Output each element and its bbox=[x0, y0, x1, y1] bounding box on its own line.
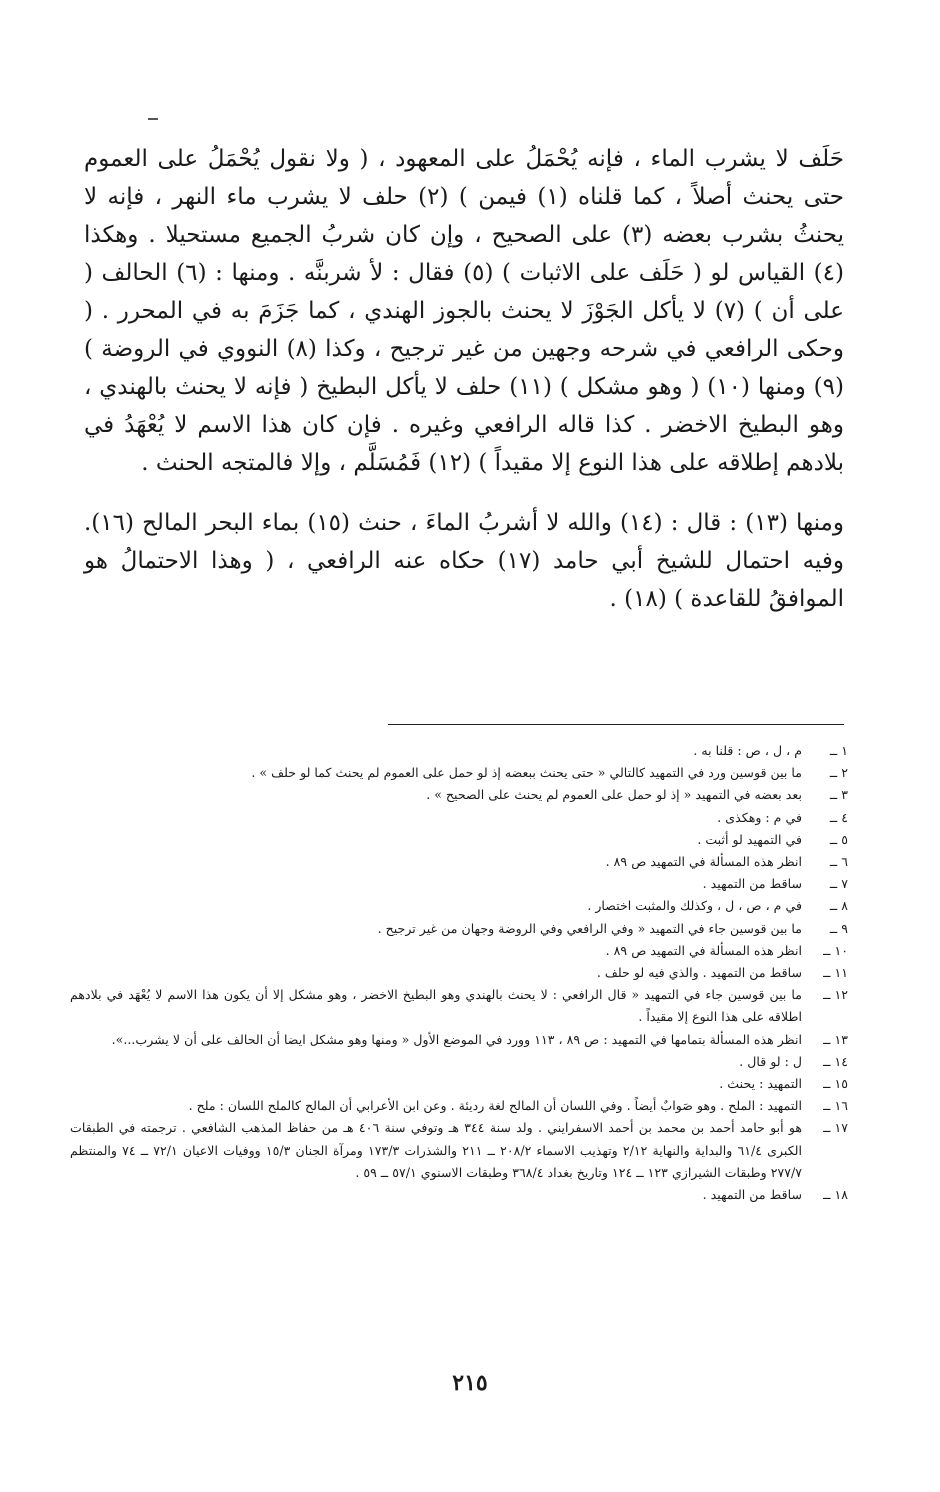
footnote-number: ١٢ ــ bbox=[823, 987, 848, 1003]
footnote-number: ١ ــ bbox=[829, 743, 848, 758]
footnote-text: انظر هذه المسألة في التمهيد ص ٨٩ . bbox=[605, 942, 802, 958]
footnote-text: في م : وهكذى . bbox=[717, 809, 802, 825]
footnote bbox=[70, 740, 848, 762]
footnote-number: ١٨ ــ bbox=[823, 1187, 848, 1203]
footnote bbox=[70, 873, 848, 895]
page-number: ٢١٥ bbox=[452, 1370, 488, 1396]
scan-mark bbox=[148, 118, 158, 120]
footnote-text: ما بين قوسين جاء في التمهيد « قال الرافعي : لا يحنث بالهندي وهو البطيخ الاخضر ، وهو مشكل إلا أن يكون هذا الاسم لا يُعْهَد في بلادهم اطلاقه على هذا النوع إلا مقيداً . bbox=[70, 987, 802, 1025]
footnote-text: بعد بعضه في التمهيد « إذ لو حمل على العموم لم يحنث على الصحيح » . bbox=[426, 787, 802, 803]
footnote bbox=[70, 851, 848, 873]
footnote bbox=[70, 829, 848, 851]
footnote-text: في م ، ص ، ل ، وكذلك والمثبت اختصار . bbox=[587, 898, 802, 914]
footnote-divider bbox=[388, 724, 844, 725]
main-paragraph-1: حَلَف لا يشرب الماء ، فإنه يُحْمَلُ على المعهود ، ( ولا نقول يُحْمَلُ على العموم حتى يحنث أصلاً ، كما قلناه (١) فيمن ) (٢) حلف لا يشرب ماء النهر ، فإنه لا يحنثُ بشرب بعضه (٣) على الصحيح ، وإن كان شربُ الجميع مستحيلا . وهكذا (٤) القياس لو ( حَلَف على الاثبات ) (٥) فقال : لأ شربنَّه . ومنها : (٦) الحالف ( على أن ) (٧) لا يأكل الجَوْزَ لا يحنث بالجوز الهندي ، كما جَزَمَ به في المحرر . ( وحكى الرافعي في شرحه وجهين من غير ترجيح ، وكذا (٨) النووي في الروضة ) (٩) ومنها (١٠) ( وهو مشكل ) (١١) حلف لا يأكل البطيخ ( فإنه لا يحنث بالهندي ، وهو البطيخ الاخضر . كذا قاله الرافعي وغيره . فإن كان هذا الاسم لا يُعْهَدُ في بلادهم إطلاقه على هذا النوع إلا مقيداً ) (١٢) فَمُسَلَّم ، وإلا فالمتجه الحنث . bbox=[84, 146, 845, 476]
footnotes bbox=[70, 740, 848, 1206]
main-text bbox=[84, 140, 844, 618]
footnote-number: ١٧ ــ bbox=[823, 1120, 848, 1136]
main-paragraph-2: ومنها (١٣) : قال : (١٤) والله لا أشربُ الماءَ ، حنث (١٥) بماء البحر المالح (١٦). وفيه احتمال للشيخ أبي حامد (١٧) حكاه عنه الرافعي ، ( وهذا الاحتمالُ هو الموافقُ للقاعدة ) (١٨) . bbox=[84, 510, 844, 612]
footnote-text: ساقط من التمهيد . bbox=[702, 876, 802, 892]
footnote-text: انظر هذه المسألة بتمامها في التمهيد : ص ٨٩ ، ١١٣ وورد في الموضع الأول « ومنها وهو مشكل ايضا أن الحالف على أن لا يشرب...». bbox=[111, 1031, 802, 1047]
footnote-text: ما بين قوسين ورد في التمهيد كالتالي « حتى يحنث ببعضه إذ لو حمل على العموم لم يحنث كما لو حلف » . bbox=[251, 765, 802, 781]
footnote-text: في التمهيد لو أثبت . bbox=[697, 831, 802, 847]
footnote bbox=[70, 807, 848, 829]
footnote-number: ١٣ ــ bbox=[823, 1031, 848, 1047]
footnote bbox=[70, 1029, 848, 1051]
footnote-number: ٥ ــ bbox=[829, 831, 848, 847]
footnote-number: ٧ ــ bbox=[829, 876, 848, 892]
footnote-text: هو أبو حامد أحمد بن محمد بن أحمد الاسفرايني . ولد سنة ٣٤٤ هـ وتوفي سنة ٤٠٦ هـ من حفاظ المذهب الشافعي . ترجمته في الطبقات الكبرى ٦١/٤ والبداية والنهاية ٢/١٢ وتهذيب الاسماء ٢٠٨/٢ ــ ٢١١ والشذرات ١٧٣/٣ ومرآة الجنان ١٥/٣ ووفيات الاعيان ٧٢/١ ــ ٧٤ والمنتظم ٢٧٧/٧ وطبقات الشيرازي ١٢٣ ــ ١٢٤ وتاريخ بغداد ٣٦٨/٤ وطبقات الاسنوي ٥٧/١ ــ ٥٩ . bbox=[70, 1120, 803, 1180]
footnote-text: ساقط من التمهيد . والذي فيه لو حلف . bbox=[596, 965, 802, 981]
footnote-text: انظر هذه المسألة في التمهيد ص ٨٩ . bbox=[605, 854, 802, 870]
footnote bbox=[70, 895, 848, 917]
footnote-text: التمهيد : الملح . وهو صَوابٌ أيضاً . وفي اللسان أن المالح لغة رديئة . وعن ابن الأعرابي أن المالح كالملح اللسان : ملح . bbox=[188, 1098, 802, 1114]
footnote-number: ١١ ــ bbox=[823, 965, 848, 981]
footnote bbox=[70, 762, 848, 784]
footnote-text: م ، ل ، ص : قلنا به . bbox=[693, 743, 802, 758]
footnote-text: التمهيد : يحنث . bbox=[719, 1076, 802, 1092]
footnote-text: ما بين قوسين جاء في التمهيد « وفي الرافعي وفي الروضة وجهان من غير ترجيح . bbox=[377, 920, 802, 936]
footnote bbox=[70, 1051, 848, 1073]
footnote-number: ١٦ ــ bbox=[823, 1098, 848, 1114]
footnote-text: ساقط من التمهيد . bbox=[702, 1187, 802, 1203]
footnote bbox=[70, 918, 848, 940]
footnote bbox=[70, 784, 848, 806]
footnote-number: ٦ ــ bbox=[829, 854, 848, 870]
footnote bbox=[70, 1184, 848, 1206]
footnote-text: ل : لو قال . bbox=[739, 1053, 802, 1069]
footnote bbox=[70, 984, 848, 1028]
footnote bbox=[70, 1073, 848, 1095]
footnote-number: ٩ ــ bbox=[829, 920, 848, 936]
footnote-number: ٢ ــ bbox=[829, 765, 848, 781]
footnote bbox=[70, 1117, 848, 1184]
footnote bbox=[70, 962, 848, 984]
footnote-number: ١٥ ــ bbox=[823, 1076, 848, 1092]
footnote bbox=[70, 1095, 848, 1117]
footnote-number: ١٤ ــ bbox=[823, 1053, 848, 1069]
footnote-number: ١٠ ــ bbox=[823, 942, 848, 958]
footnote-number: ٤ ــ bbox=[829, 809, 848, 825]
footnote bbox=[70, 940, 848, 962]
footnote-number: ٨ ــ bbox=[829, 898, 848, 914]
footnote-number: ٣ ــ bbox=[829, 787, 848, 803]
